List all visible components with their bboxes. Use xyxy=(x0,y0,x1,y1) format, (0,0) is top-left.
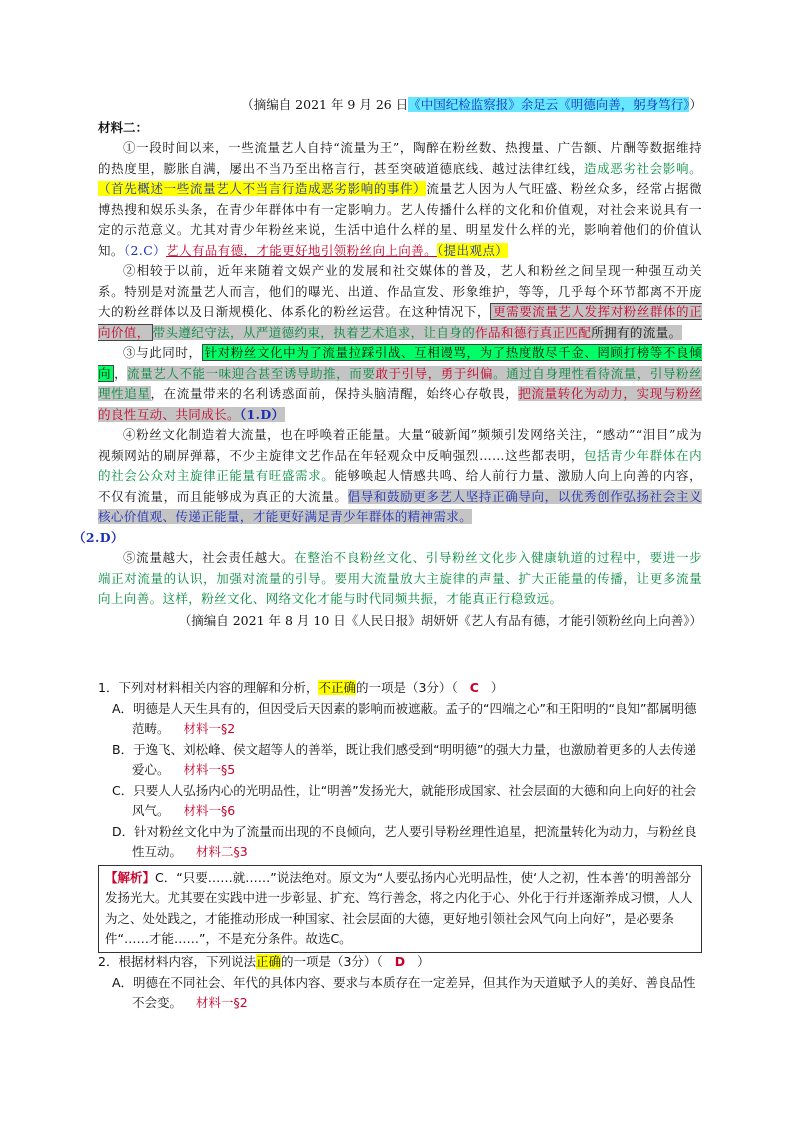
q1-stem-highlight: 不正确 xyxy=(318,680,356,695)
q1-option-b-text: B．于逸飞、刘松峰、侯文超等人的善举，既让我们感受到“明明德”的强大力量，也激励着更多的人去传递爱心。 xyxy=(112,741,697,777)
analysis-title: 【解析】 xyxy=(105,869,156,885)
p1-viewpoint: 艺人有品有德，才能更好地引领粉丝向上向善。 xyxy=(166,242,437,258)
p4-green: 包括青少年群体在内的社会公众对主旋律正能量有旺盛需求。 xyxy=(98,447,702,483)
material-two xyxy=(73,118,703,632)
q1-option-a-text: A．明德是人天生具有的，但因受后天因素的影响而被遮蔽。孟子的“四端之心”和王阳明的“良知”都属明德范畴。 xyxy=(112,700,697,736)
q2-option-a-text: A．明德在不同社会、年代的具体内容、要求与本质存在一定差异，但其作为天道赋予人的美好、善良品性不会变。 xyxy=(112,974,696,1010)
p1-tag: （2.C） xyxy=(123,242,167,258)
q1-option-d-text: D．针对粉丝文化中为了流量而出现的不良倾向，艺人要引导粉丝理性追星，把流量转化为动力，与粉丝良性互动。 xyxy=(112,823,697,859)
q1-option-c xyxy=(112,781,702,822)
p4-body: 能够唤起人情感共鸣、给人前行力量、激励人向上向善的内容，不仅有流量，而且能够成为真正的大流量。 xyxy=(98,468,703,504)
p5-text: ⑤流量越大，社会责任越大。 xyxy=(123,550,295,565)
paragraph-1 xyxy=(98,138,702,261)
q2-stem-highlight: 正确 xyxy=(255,954,281,969)
paragraph-3 xyxy=(98,343,702,425)
p2-text: ②相较于以前，近年来随着文娱产业的发展和社交媒体的普及，艺人和粉丝之间呈现一种强互动关系。特别是对流量艺人而言，他们的曝光、出道、作品宣发、形象维护，等等，几乎每个环节都离不开庞大的粉丝群体以及日渐规模化、体系化的粉丝运营。在这种情况下， xyxy=(98,263,702,319)
p1-note2: （提出观点） xyxy=(436,242,509,258)
p3-text: ③与此同时， xyxy=(123,345,202,360)
q2-stem-post: 的一项是（3分）（ xyxy=(280,954,383,969)
q1-option-d xyxy=(112,822,702,863)
p3-red2: 把流量转化为动力，实现与粉丝的良性互动、共同成长。 xyxy=(98,386,703,422)
p2-highlight: 更需要流量艺人发挥对粉丝群体的正向价值， xyxy=(98,304,702,340)
p2-green: 带头遵纪守法，从严道德约束，执着艺术追求，让自身的 xyxy=(152,324,476,340)
q2-stem-pre: 2．根据材料内容，下列说法 xyxy=(98,954,256,969)
source-suffix: ） xyxy=(689,97,702,112)
q1-option-c-ref: 材料一§6 xyxy=(183,803,236,818)
q1-option-a-ref: 材料一§2 xyxy=(183,721,236,736)
p4-tag: （2.D） xyxy=(73,529,124,545)
q1-option-b xyxy=(112,740,702,781)
paragraph-4 xyxy=(73,425,703,548)
paragraph-5 xyxy=(98,548,702,610)
p3-gray2: 。通过自身理性看待流量， xyxy=(493,365,650,381)
q1-close: ） xyxy=(490,680,504,695)
p3-red1: 敢于引导，勇于纠偏 xyxy=(375,365,494,381)
q2-close: ） xyxy=(417,954,430,969)
q2-option-a xyxy=(112,973,702,1014)
p2-end: 所拥有的流量。 xyxy=(591,324,682,340)
p1-text: ①一段时间以来，一些流量艺人自持“流量为王”，陶醉在粉丝数、热搜量、广告额、片酬等数据维持的热度里，膨胀自满，屡出不当乃至出格言行，甚至突破道德底线、越过法律红线， xyxy=(98,140,702,176)
q1-option-b-ref: 材料一§5 xyxy=(183,762,236,777)
p5-green: 在整治不良粉丝文化、引导粉丝文化步入健康轨道的过程中，要进一步端正对流量的认识，加强对流量的引导。要用大流量放大主旋律的声量、扩大正能量的传播，让更多流量向上向善。这样，粉丝文化、网络文化才能与时代同频共振，才能真正行稳致远。 xyxy=(98,550,703,606)
p1-note: （首先概述一些流量艺人不当言行造成恶劣影响的事件） xyxy=(98,181,427,196)
question-1 xyxy=(98,678,702,955)
q1-stem-post: 的一项是（3分）（ xyxy=(355,680,458,695)
p1-green: 造成恶劣社会影响。 xyxy=(584,160,702,176)
p3-body: ，在流量带来的名利诱惑面前，保持头脑清醒，始终心存敬畏， xyxy=(150,386,519,401)
q1-stem-pre: 1．下列对材料相关内容的理解和分析， xyxy=(98,680,319,695)
question-2 xyxy=(98,952,702,1014)
q1-option-c-text: C．只要人人弘扬内心的光明品性，让“明善”发扬光大，就能形成国家、社会层面的大德和向上向好的社会风气。 xyxy=(112,782,697,818)
p3-tag: （1.D） xyxy=(239,406,285,422)
q2-option-a-ref: 材料一§2 xyxy=(196,995,248,1010)
source-line-1 xyxy=(98,94,702,116)
p4-text: ④粉丝文化制造着大流量，也在呼唤着正能量。大量“破新闻”频频引发网络关注，“感动”“泪目”成为视频网站的刷屏弹幕，不少主旋律文艺作品在年轻观众中反响强烈……这些都表明， xyxy=(98,427,702,463)
source-prefix: （摘编自 2021 年 9 月 26 日 xyxy=(241,97,409,112)
source-line-2: （摘编自 2021 年 8 月 10 日《人民日报》胡妍妍《艺人有品有德，才能引领粉丝向上向善》） xyxy=(178,612,702,628)
q1-option-d-ref: 材料二§3 xyxy=(196,844,248,859)
q1-answer: C xyxy=(469,680,479,695)
q1-stem xyxy=(98,678,702,699)
p3-gray1: 流量艺人不能一味迎合甚至诱导助推，而要 xyxy=(127,365,376,381)
q1-analysis xyxy=(98,865,702,953)
material-heading: 材料二： xyxy=(98,120,149,135)
p4-highlight: 倡导和鼓励更多艺人坚持正确导向，以优秀创作弘扬社会主义核心价值观、传递正能量，才能更好满足青少年群体的精神需求。 xyxy=(98,488,702,524)
p1-body: 流量艺人因为人气旺盛、粉丝众多，经常占据微博热搜和娱乐头条，在青少年群体中有一定影响力。艺人传播什么样的文化和价值观，对社会来说具有一定的示范意义。尤其对青少年粉丝来说，生活中追什么样的星、明星发什么样的光，影响着他们的价值认知。 xyxy=(98,181,702,258)
p3-comma: ， xyxy=(114,365,128,381)
q1-option-a xyxy=(112,699,702,740)
source-highlight: 《中国纪检监察报》余足云《明德向善，躬身笃行》 xyxy=(408,97,690,112)
analysis-text: C．“只要……就……”说法绝对。原文为“人要弘扬内心光明品性，使‘人之初，性本善’的明善部分发扬光大。尤其要在实践中进一步彰显、扩充、笃行善念，将之内化于心、外化于行并逐渐养成习惯，人人为之、处处践之，才能推动形成一种国家、社会层面的大德，更好地引领社会风气向上向好”，是必要条件“……才能……”，不是充分条件。故选C。 xyxy=(105,869,693,946)
p3-green-hl: 针对粉丝文化中为了流量拉踩引战、互相谩骂，为了热度散尽千金、罔顾打榜等不良倾向 xyxy=(98,345,702,381)
p3-gray3: 引导粉丝理性追星 xyxy=(98,365,703,401)
p2-red: 作品和德行真正匹配 xyxy=(475,324,592,340)
q2-stem xyxy=(98,952,702,973)
paragraph-2 xyxy=(98,261,702,343)
q2-answer: D xyxy=(394,954,406,969)
